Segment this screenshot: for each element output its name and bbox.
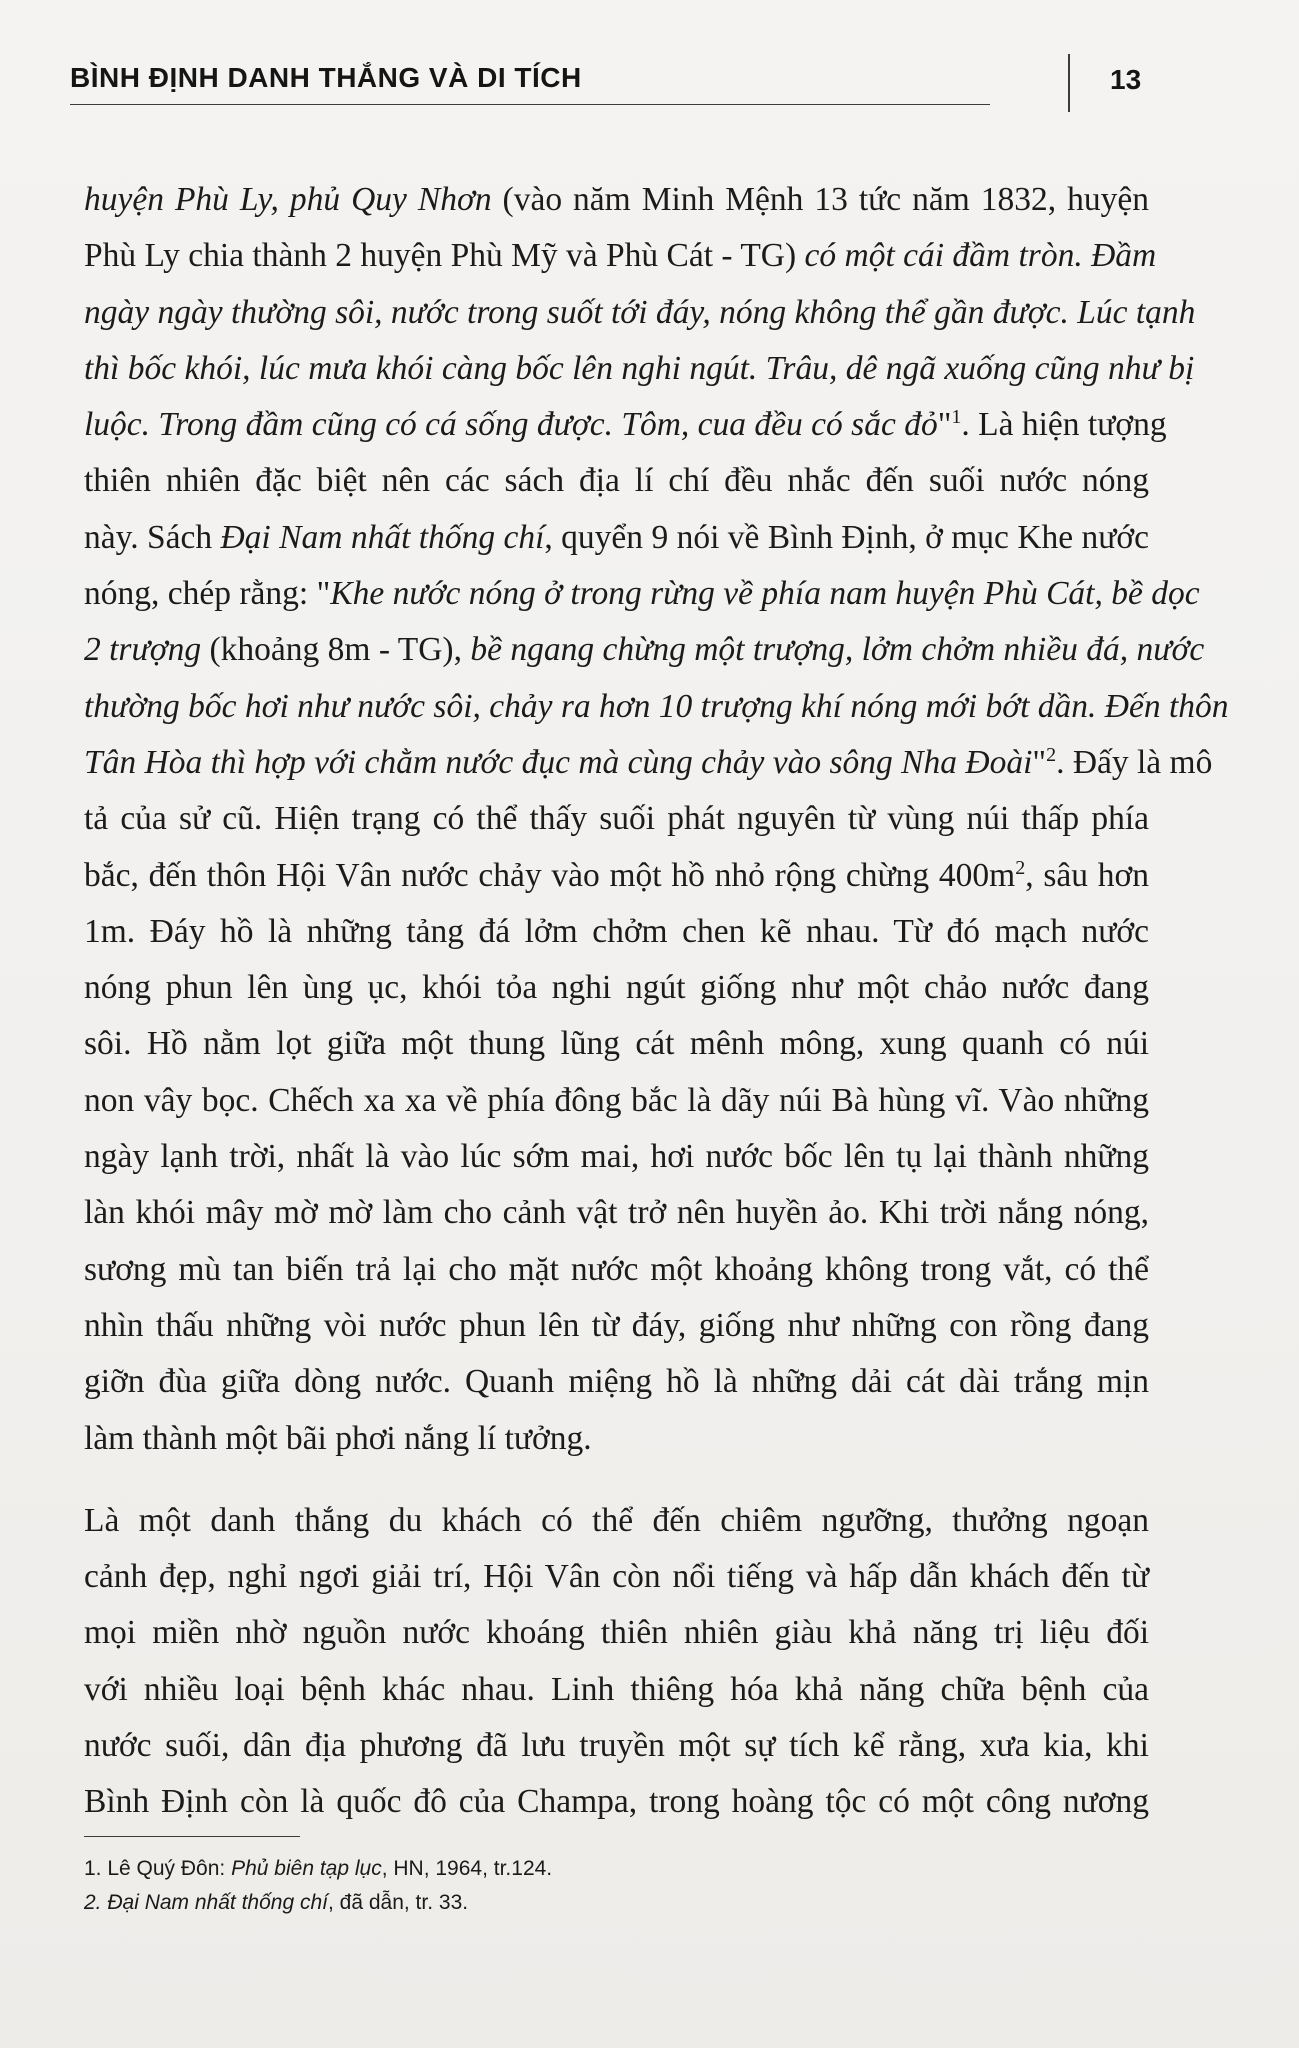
text-line bbox=[84, 1073, 1149, 1129]
running-title: BÌNH ĐỊNH DANH THẮNG VÀ DI TÍCH bbox=[70, 62, 582, 93]
text-run: nước suối, dân địa phương đã lưu truyền một sự tích kể rằng, xưa kia, khi bbox=[84, 1727, 1149, 1765]
text-line bbox=[84, 1411, 1149, 1467]
text-line bbox=[84, 1662, 1149, 1718]
text-line bbox=[84, 341, 1195, 397]
text-line bbox=[84, 510, 1149, 566]
text-run: sương mù tan biến trả lại cho mặt nước một khoảng không trong vắt, có thể bbox=[84, 1250, 1149, 1288]
text-line bbox=[84, 397, 1167, 453]
footnote-ref: 2 bbox=[1015, 856, 1026, 879]
text-line bbox=[84, 848, 1149, 904]
text-line bbox=[84, 1016, 1149, 1072]
footnote-rule bbox=[84, 1836, 300, 1837]
italic-run: Tân Hòa thì hợp với chằm nước đục mà cùng chảy vào sông Nha Đoài bbox=[84, 743, 1033, 781]
text-line bbox=[84, 1605, 1149, 1661]
text-line bbox=[84, 285, 1196, 341]
text-run: . Là hiện tượng bbox=[961, 406, 1167, 444]
text-run: Bình Định còn là quốc đô của Champa, trong hoàng tộc có một công nương bbox=[84, 1783, 1149, 1821]
italic-run: Đại Nam nhất thống chí bbox=[220, 518, 545, 556]
text-line bbox=[84, 904, 1149, 960]
italic-run: luộc. Trong đầm cũng có cá sống được. Tôm, cua đều có sắc đỏ bbox=[84, 406, 938, 444]
page-header bbox=[70, 62, 1210, 112]
text-line bbox=[84, 1242, 1149, 1298]
text-run: làn khói mây mờ mờ làm cho cảnh vật trở nên huyền ảo. Khi trời nắng nóng, bbox=[84, 1194, 1149, 1232]
text-line bbox=[84, 172, 1149, 228]
italic-run: thì bốc khói, lúc mưa khói càng bốc lên nghi ngút. Trâu, dê ngã xuống cũng như bị bbox=[84, 349, 1195, 387]
text-line bbox=[84, 791, 1149, 847]
italic-run: ngày ngày thường sôi, nước trong suốt tới đáy, nóng không thể gần được. Lúc tạnh bbox=[84, 293, 1196, 331]
italic-run: bề ngang chừng một trượng, lởm chởm nhiều đá, nước bbox=[470, 631, 1205, 669]
text-run: bắc, đến thôn Hội Vân nước chảy vào một hồ nhỏ rộng chừng 400m bbox=[84, 856, 1016, 894]
italic-run: Phủ biên tạp lục bbox=[231, 1857, 382, 1880]
italic-run: có một cái đầm tròn. Đầm bbox=[804, 237, 1157, 275]
text-run: " bbox=[937, 406, 952, 444]
footnotes bbox=[84, 1852, 1084, 1920]
text-line bbox=[84, 679, 1229, 735]
text-run: ngày lạnh trời, nhất là vào lúc sớm mai, hơi nước bốc lên tụ lại thành những bbox=[84, 1138, 1149, 1176]
text-line bbox=[84, 566, 1200, 622]
text-run: , đã dẫn, tr. 33. bbox=[327, 1891, 469, 1914]
text-run: non vây bọc. Chếch xa xa về phía đông bắc là dãy núi Bà hùng vĩ. Vào những bbox=[84, 1081, 1149, 1119]
text-run: , sâu hơn bbox=[1025, 856, 1150, 894]
text-run: tả của sử cũ. Hiện trạng có thể thấy suối phát nguyên từ vùng núi thấp phía bbox=[84, 800, 1149, 838]
text-line bbox=[84, 228, 1157, 284]
text-run: làm thành một bãi phơi nắng lí tưởng. bbox=[84, 1419, 592, 1457]
text-line bbox=[84, 1129, 1149, 1185]
text-run: (khoảng 8m - TG), bbox=[209, 631, 471, 669]
footnote-ref: 1 bbox=[951, 406, 962, 429]
text-line bbox=[84, 453, 1149, 509]
text-line bbox=[84, 1718, 1149, 1774]
text-line bbox=[84, 622, 1205, 678]
header-rule bbox=[70, 104, 990, 105]
italic-run: Khe nước nóng ở trong rừng về phía nam huyện Phù Cát, bề dọc bbox=[330, 575, 1200, 613]
italic-run: huyện Phù Ly, phủ Quy Nhơn bbox=[84, 181, 492, 218]
text-line bbox=[84, 1493, 1149, 1549]
italic-run: 2. Đại Nam nhất thống chí bbox=[84, 1891, 328, 1914]
italic-run: 2 trượng bbox=[84, 631, 210, 669]
text-run: 1m. Đáy hồ là những tảng đá lởm chởm chen kẽ nhau. Từ đó mạch nước bbox=[84, 912, 1149, 950]
text-run: . Đấy là mô bbox=[1056, 743, 1213, 781]
text-run: Là một danh thắng du khách có thể đến chiêm ngưỡng, thưởng ngoạn bbox=[84, 1501, 1149, 1539]
text-run: " bbox=[1032, 743, 1047, 781]
text-run: , HN, 1964, tr.124. bbox=[381, 1857, 553, 1880]
text-line bbox=[84, 1774, 1149, 1830]
text-run: mọi miền nhờ nguồn nước khoáng thiên nhiên giàu khả năng trị liệu đối bbox=[84, 1614, 1149, 1652]
text-line bbox=[84, 1354, 1149, 1410]
text-line bbox=[84, 1298, 1149, 1354]
text-run: này. Sách bbox=[84, 518, 221, 556]
text-run: cảnh đẹp, nghỉ ngơi giải trí, Hội Vân còn nổi tiếng và hấp dẫn khách đến từ bbox=[84, 1558, 1149, 1596]
text-line bbox=[84, 1549, 1149, 1605]
text-run: giỡn đùa giữa dòng nước. Quanh miệng hồ là những dải cát dài trắng mịn bbox=[84, 1363, 1149, 1401]
footnote-ref: 2 bbox=[1046, 743, 1057, 766]
header-divider bbox=[1068, 54, 1070, 112]
italic-run: thường bốc hơi như nước sôi, chảy ra hơn 10 trượng khí nóng mới bớt dần. Đến thôn bbox=[84, 687, 1229, 725]
body-text bbox=[84, 172, 1229, 1831]
text-run: nóng phun lên ùng ục, khói tỏa nghi ngút giống như một chảo nước đang bbox=[84, 969, 1149, 1007]
text-run: , quyển 9 nói về Bình Định, ở mục Khe nước bbox=[544, 518, 1150, 556]
footnote bbox=[84, 1852, 1084, 1886]
text-line bbox=[84, 735, 1213, 791]
text-line bbox=[84, 1185, 1149, 1241]
text-run: thiên nhiên đặc biệt nên các sách địa lí chí đều nhắc đến suối nước nóng bbox=[84, 462, 1149, 500]
text-run: (vào năm Minh Mệnh 13 tức năm 1832, huyện bbox=[491, 181, 1149, 218]
text-run: sôi. Hồ nằm lọt giữa một thung lũng cát mênh mông, xung quanh có núi bbox=[84, 1025, 1149, 1063]
text-run: Phù Ly chia thành 2 huyện Phù Mỹ và Phù Cát - TG) bbox=[84, 237, 805, 275]
footnote bbox=[84, 1886, 1084, 1920]
text-run: với nhiều loại bệnh khác nhau. Linh thiêng hóa khả năng chữa bệnh của bbox=[84, 1670, 1149, 1708]
text-run: 1. Lê Quý Đôn: bbox=[84, 1857, 232, 1880]
text-run: nhìn thấu những vòi nước phun lên từ đáy, giống như những con rồng đang bbox=[84, 1306, 1149, 1344]
text-line bbox=[84, 960, 1149, 1016]
text-run: nóng, chép rằng: " bbox=[84, 575, 331, 613]
page-number: 13 bbox=[1110, 64, 1142, 95]
